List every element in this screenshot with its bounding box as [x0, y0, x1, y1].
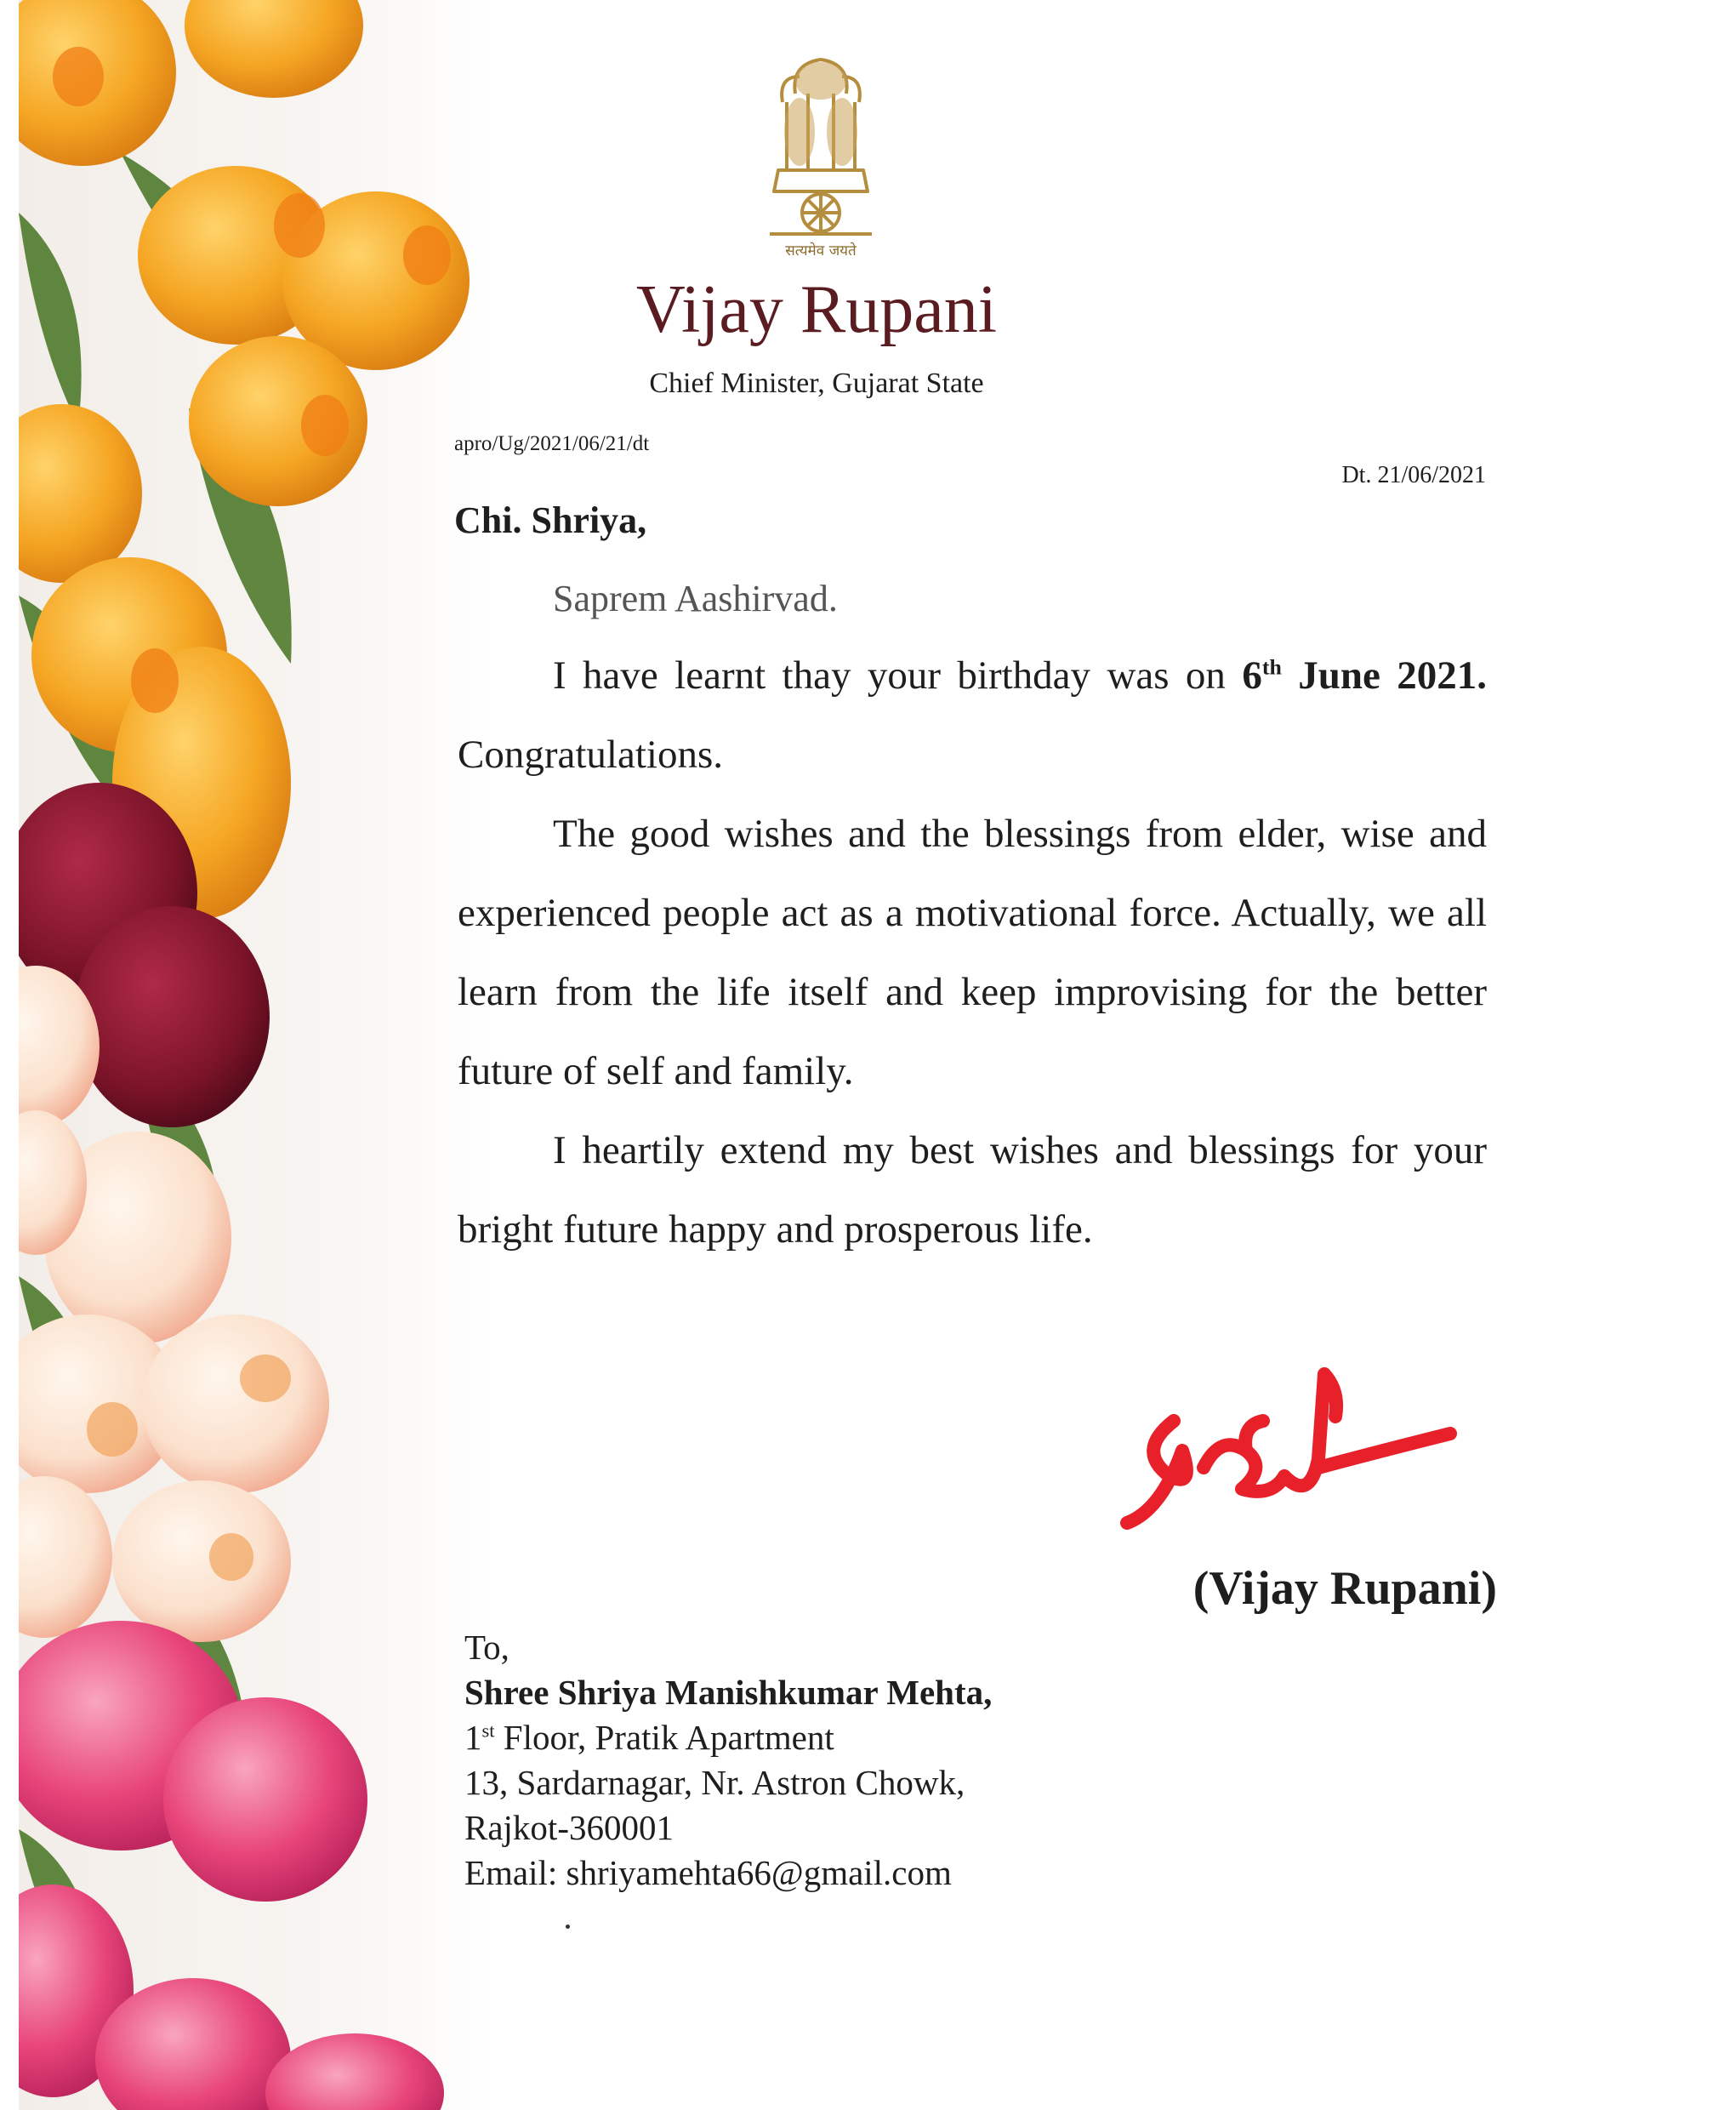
letterhead-name: Vijay Rupani	[635, 272, 998, 347]
tulip-flower-border-image	[19, 0, 495, 2110]
letterhead-designation: Chief Minister, Gujarat State	[649, 368, 984, 399]
address-line-1: 1st Floor, Pratik Apartment	[464, 1718, 834, 1757]
p1-day: 6	[1242, 653, 1262, 698]
body-paragraph-2: The good wishes and the blessings from elder, wise and experienced people act as a motivational force. Actually, we all learn from the life itself and keep improvising for the better future of self and family.	[458, 812, 1487, 1093]
address-line-2: 13, Sardarnagar, Nr. Astron Chowk,	[464, 1763, 965, 1802]
scan-edge	[0, 0, 19, 2110]
signatory-name: (Vijay Rupani)	[1192, 1562, 1497, 1615]
body-paragraph-1	[458, 636, 1487, 795]
body-paragraph-3: I heartily extend my best wishes and blessings for your bright future happy and prosperous life.	[458, 1128, 1487, 1252]
letter-body	[458, 636, 1487, 1269]
handwritten-signature	[1101, 1340, 1476, 1544]
national-emblem-icon	[748, 43, 893, 264]
stray-dot	[566, 1925, 570, 1929]
p1-text: I have learnt thay your birthday was on	[553, 653, 1243, 698]
recipient-email: Email: shriyamehta66@gmail.com	[464, 1853, 952, 1892]
p1-month-year: June 2021.	[1281, 653, 1488, 698]
salutation: Chi. Shriya,	[454, 499, 647, 541]
recipient-address	[464, 1625, 992, 1896]
recipient-name: Shree Shriya Manishkumar Mehta,	[464, 1673, 993, 1712]
p1-congratulations: Congratulations.	[458, 733, 723, 777]
reference-number: apro/Ug/2021/06/21/dt	[454, 432, 650, 455]
letter-date: Dt. 21/06/2021	[1341, 462, 1486, 488]
address-line-3: Rajkot-360001	[464, 1808, 674, 1847]
emblem-motto: सत्यमेव जयते	[785, 242, 857, 259]
p1-day-suffix: th	[1261, 654, 1282, 680]
greeting: Saprem Aashirvad.	[553, 578, 838, 619]
address-to: To,	[464, 1628, 509, 1667]
